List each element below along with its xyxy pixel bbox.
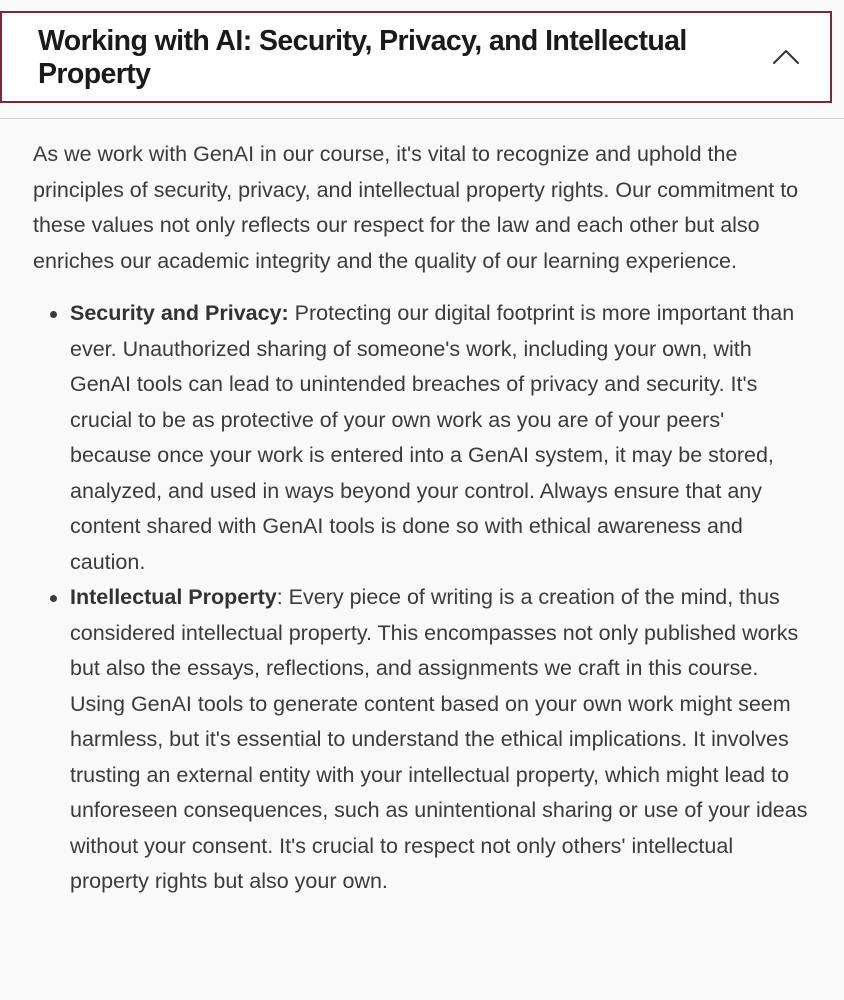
list-item-security-privacy (70, 296, 808, 580)
intro-paragraph: As we work with GenAI in our course, it's vital to recognize and uphold the principles of security, privacy, and intellectual property rights. Our commitment to these values not only reflects our respect for the law and each other but also enriches our academic integrity and the quality of our learning experience. (33, 142, 799, 273)
term-security-privacy: Security and Privacy: (70, 301, 289, 325)
point-text-security-privacy: Protecting our digital footprint is more important than ever. Unauthorized sharing of someone's work, including your own, with GenAI tools can lead to unintended breaches of privacy and security. It's crucial to be as protective of your own work as you are of your peers' because once your work is entered into a GenAI system, it may be stored, analyzed, and used in ways beyond your control. Always ensure that any content shared with GenAI tools is done so with ethical awareness and caution. (70, 301, 795, 574)
header-divider (0, 118, 844, 119)
term-intellectual-property: Intellectual Property (70, 585, 277, 609)
list-item-intellectual-property (70, 580, 808, 900)
accordion-title: Working with AI: Security, Privacy, and Intellectual Property (38, 25, 687, 90)
chevron-up-icon (770, 43, 802, 71)
collapse-toggle-button[interactable] (770, 43, 802, 71)
points-list (33, 296, 808, 900)
accordion-header[interactable] (0, 11, 832, 103)
accordion-body (33, 137, 808, 900)
term-separator: : (276, 585, 283, 609)
point-text-intellectual-property: Every piece of writing is a creation of the mind, thus considered intellectual property. This encompasses not only published works but also the essays, reflections, and assignments we craft in this course. Using GenAI tools to generate content based on your own work might seem harmless, but it's essential to understand the ethical implications. It involves trusting an external entity with your intellectual property, which might lead to unforeseen consequences, such as unintentional sharing or use of your ideas without your consent. It's crucial to respect not only others' intellectual property rights but also your own. (70, 585, 808, 893)
